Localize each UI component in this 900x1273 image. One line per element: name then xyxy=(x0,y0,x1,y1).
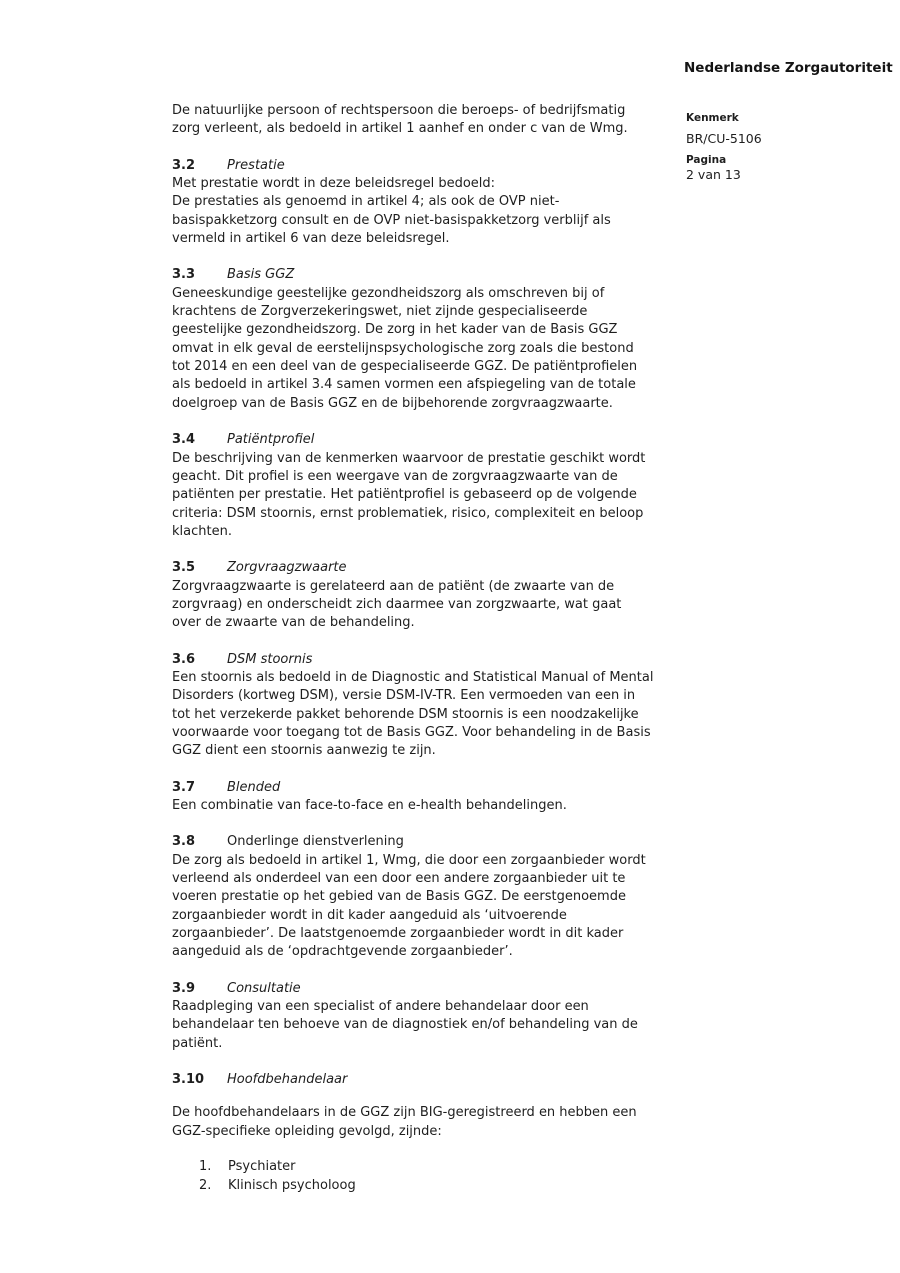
section-title: Zorgvraagzwaarte xyxy=(227,560,347,576)
paragraph-line: De prestaties als genoemd in artikel 4; als ook de OVP niet- xyxy=(172,194,560,210)
paragraph-line: De natuurlijke persoon of rechtspersoon die beroeps- of bedrijfsmatig xyxy=(172,103,626,118)
list-item xyxy=(199,1177,772,1195)
body-text-column xyxy=(172,102,772,1195)
section-title: Onderlinge dienstverlening xyxy=(227,834,404,850)
paragraph-line: verleend als onderdeel van een door een andere zorgaanbieder uit te xyxy=(172,871,626,887)
section-title: Hoofdbehandelaar xyxy=(227,1072,348,1088)
paragraph-line: doelgroep van de Basis GGZ en de bijbehorende zorgvraagzwaarte. xyxy=(172,395,613,411)
section-heading xyxy=(172,431,772,449)
paragraph-line: GGZ dient een stoornis aanwezig te zijn. xyxy=(172,743,436,759)
section-heading xyxy=(172,157,772,175)
paragraph-line: als bedoeld in artikel 3.4 samen vormen een afspiegeling van de totale xyxy=(172,377,636,393)
org-name: Nederlandse Zorgautoriteit xyxy=(684,60,893,76)
section-3-4 xyxy=(172,431,772,541)
paragraph-line: De zorg als bedoeld in artikel 1, Wmg, die door een zorgaanbieder wordt xyxy=(172,852,646,868)
paragraph-line: zorgaanbieder’. De laatstgenoemde zorgaanbieder wordt in dit kader xyxy=(172,926,624,942)
paragraph-line: aangeduid als de ‘opdrachtgevende zorgaanbieder’. xyxy=(172,944,513,960)
section-heading xyxy=(172,980,772,998)
section-3-3 xyxy=(172,266,772,413)
paragraph-line: De beschrijving van de kenmerken waarvoor de prestatie geschikt wordt xyxy=(172,450,646,466)
section-heading xyxy=(172,266,772,284)
paragraph-line: GGZ-specifieke opleiding gevolgd, zijnde: xyxy=(172,1123,442,1139)
section-title: Blended xyxy=(227,779,281,795)
section-number: 3.2 xyxy=(172,157,196,173)
paragraph-line: krachtens de Zorgverzekeringswet, niet zijnde gespecialiseerde xyxy=(172,304,588,320)
paragraph-line: zorgvraag) en onderscheidt zich daarmee van zorgzwaarte, wat gaat xyxy=(172,596,622,612)
kenmerk-value: BR/CU-5106 xyxy=(686,131,762,146)
paragraph-line: Een stoornis als bedoeld in de Diagnostic and Statistical Manual of Mental xyxy=(172,669,654,685)
paragraph-line: De hoofdbehandelaars in de GGZ zijn BIG-geregistreerd en hebben een xyxy=(172,1105,637,1121)
paragraph-line: criteria: DSM stoornis, ernst problematiek, risico, complexiteit en beloop xyxy=(172,505,644,521)
section-title: Patiëntprofiel xyxy=(227,432,315,448)
section-heading xyxy=(172,1071,772,1089)
section-title: Prestatie xyxy=(227,157,285,173)
section-number: 3.9 xyxy=(172,980,196,996)
section-3-9 xyxy=(172,980,772,1053)
numbered-list xyxy=(172,1158,772,1195)
paragraph-line: voeren prestatie op het gebied van de Basis GGZ. De eerstgenoemde xyxy=(172,889,626,905)
paragraph-line: behandelaar ten behoeve van de diagnostiek en/of behandeling van de xyxy=(172,1017,638,1033)
kenmerk-label: Kenmerk xyxy=(686,112,739,124)
paragraph-line: Een combinatie van face-to-face en e-health behandelingen. xyxy=(172,798,567,813)
list-item-label: Klinisch psycholoog xyxy=(228,1177,356,1193)
paragraph-line: tot het verzekerde pakket behorende DSM stoornis is een noodzakelijke xyxy=(172,706,639,722)
paragraph-line: geacht. Dit profiel is een weergave van de zorgvraagzwaarte van de xyxy=(172,468,618,484)
paragraph-line: basispakketzorg consult en de OVP niet-basispakketzorg verblijf als xyxy=(172,212,611,228)
paragraph-line: geestelijke gezondheidszorg. De zorg in het kader van de Basis GGZ xyxy=(172,322,618,338)
paragraph-line: Disorders (kortweg DSM), versie DSM-IV-TR. Een vermoeden van een in xyxy=(172,688,636,704)
section-number: 3.5 xyxy=(172,560,196,576)
paragraph-line: patiënt. xyxy=(172,1035,223,1051)
pagina-value: 2 van 13 xyxy=(686,167,741,182)
list-item xyxy=(199,1158,772,1176)
intro-paragraph xyxy=(172,102,772,139)
section-number: 3.8 xyxy=(172,834,196,850)
list-item-number: 2. xyxy=(199,1177,212,1193)
section-title: Basis GGZ xyxy=(227,267,295,283)
section-3-7 xyxy=(172,779,772,816)
section-heading xyxy=(172,651,772,669)
section-3-10 xyxy=(172,1071,772,1141)
paragraph-line: voorwaarde voor toegang tot de Basis GGZ. Voor behandeling in de Basis xyxy=(172,724,651,740)
section-number: 3.7 xyxy=(172,779,196,795)
section-3-6 xyxy=(172,651,772,761)
section-heading xyxy=(172,779,772,797)
section-number: 3.6 xyxy=(172,651,196,667)
paragraph-line: omvat in elk geval de eerstelijnspsychologische zorg zoals die bestond xyxy=(172,340,634,356)
section-3-5 xyxy=(172,559,772,632)
list-item-number: 1. xyxy=(199,1159,212,1175)
paragraph-line: patiënten per prestatie. Het patiëntprofiel is gebaseerd op de volgende xyxy=(172,487,637,503)
section-heading xyxy=(172,833,772,851)
paragraph-line: tot 2014 en een deel van de gespecialiseerde GGZ. De patiëntprofielen xyxy=(172,359,638,375)
pagina-label: Pagina xyxy=(686,154,727,166)
section-title: DSM stoornis xyxy=(227,651,313,667)
paragraph-line: Geneeskundige geestelijke gezondheidszorg als omschreven bij of xyxy=(172,285,605,301)
section-3-8 xyxy=(172,833,772,961)
paragraph-line: Met prestatie wordt in deze beleidsregel bedoeld: xyxy=(172,176,496,192)
section-title: Consultatie xyxy=(227,980,301,996)
paragraph-line: Zorgvraagzwaarte is gerelateerd aan de patiënt (de zwaarte van de xyxy=(172,578,615,594)
paragraph-line: Raadpleging van een specialist of andere behandelaar door een xyxy=(172,999,589,1015)
section-heading xyxy=(172,559,772,577)
paragraph-line: over de zwaarte van de behandeling. xyxy=(172,615,415,631)
list-item-label: Psychiater xyxy=(228,1159,296,1175)
section-number: 3.10 xyxy=(172,1072,205,1088)
section-number: 3.3 xyxy=(172,267,196,283)
section-number: 3.4 xyxy=(172,432,196,448)
paragraph-line: zorg verleent, als bedoeld in artikel 1 aanhef en onder c van de Wmg. xyxy=(172,121,628,137)
paragraph-line: vermeld in artikel 6 van deze beleidsregel. xyxy=(172,231,450,247)
paragraph-line: klachten. xyxy=(172,523,232,539)
section-3-2 xyxy=(172,157,772,249)
paragraph-line: zorgaanbieder wordt in dit kader aangeduid als ‘uitvoerende xyxy=(172,907,567,923)
